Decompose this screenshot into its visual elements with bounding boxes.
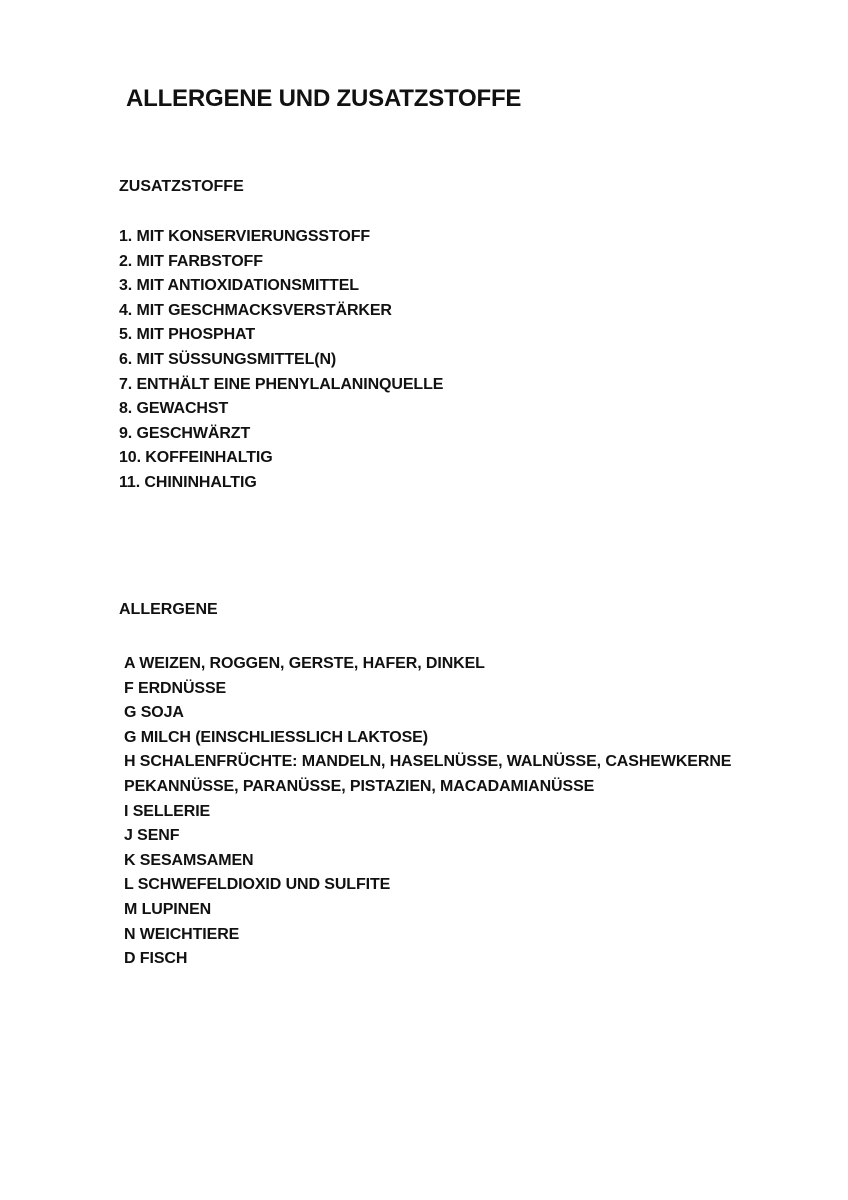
list-item: 10. KOFFEINHALTIG bbox=[119, 449, 273, 467]
allergene-heading: ALLERGENE bbox=[119, 601, 218, 618]
list-item: 6. MIT SÜSSUNGSMITTEL(N) bbox=[119, 350, 337, 368]
list-item: 11. CHININHALTIG bbox=[119, 473, 257, 491]
zusatzstoffe-heading: ZUSATZSTOFFE bbox=[119, 178, 244, 195]
list-item: 9. GESCHWÄRZT bbox=[119, 424, 251, 442]
list-item: M LUPINEN bbox=[124, 900, 212, 918]
list-item: G MILCH (EINSCHLIESSLICH LAKTOSE) bbox=[124, 728, 428, 746]
list-item: D FISCH bbox=[124, 950, 188, 968]
list-item: PEKANNÜSSE, PARANÜSSE, PISTAZIEN, MACADAMIANÜSSE bbox=[124, 777, 595, 795]
list-item: 8. GEWACHST bbox=[119, 400, 229, 418]
list-item: F ERDNÜSSE bbox=[124, 679, 227, 697]
list-item: 1. MIT KONSERVIERUNGSSTOFF bbox=[119, 228, 371, 245]
list-item: H SCHALENFRÜCHTE: MANDELN, HASELNÜSSE, WALNÜSSE, CASHEWKERNE bbox=[124, 753, 732, 771]
list-item: N WEICHTIERE bbox=[124, 925, 240, 943]
list-item: I SELLERIE bbox=[124, 802, 211, 820]
zusatzstoffe-list bbox=[119, 225, 443, 496]
list-item: 7. ENTHÄLT EINE PHENYLALANINQUELLE bbox=[119, 375, 444, 393]
allergene-list bbox=[124, 652, 731, 972]
list-item: L SCHWEFELDIOXID UND SULFITE bbox=[124, 876, 391, 894]
list-item: K SESAMSAMEN bbox=[124, 851, 254, 869]
list-item: 4. MIT GESCHMACKSVERSTÄRKER bbox=[119, 301, 392, 319]
list-item: A WEIZEN, ROGGEN, GERSTE, HAFER, DINKEL bbox=[124, 655, 485, 672]
list-item: G SOJA bbox=[124, 704, 184, 722]
list-item: 2. MIT FARBSTOFF bbox=[119, 252, 263, 270]
list-item: 3. MIT ANTIOXIDATIONSMITTEL bbox=[119, 277, 359, 295]
list-item: J SENF bbox=[124, 827, 180, 845]
page-title: ALLERGENE UND ZUSATZSTOFFE bbox=[126, 85, 522, 112]
list-item: 5. MIT PHOSPHAT bbox=[119, 326, 255, 344]
